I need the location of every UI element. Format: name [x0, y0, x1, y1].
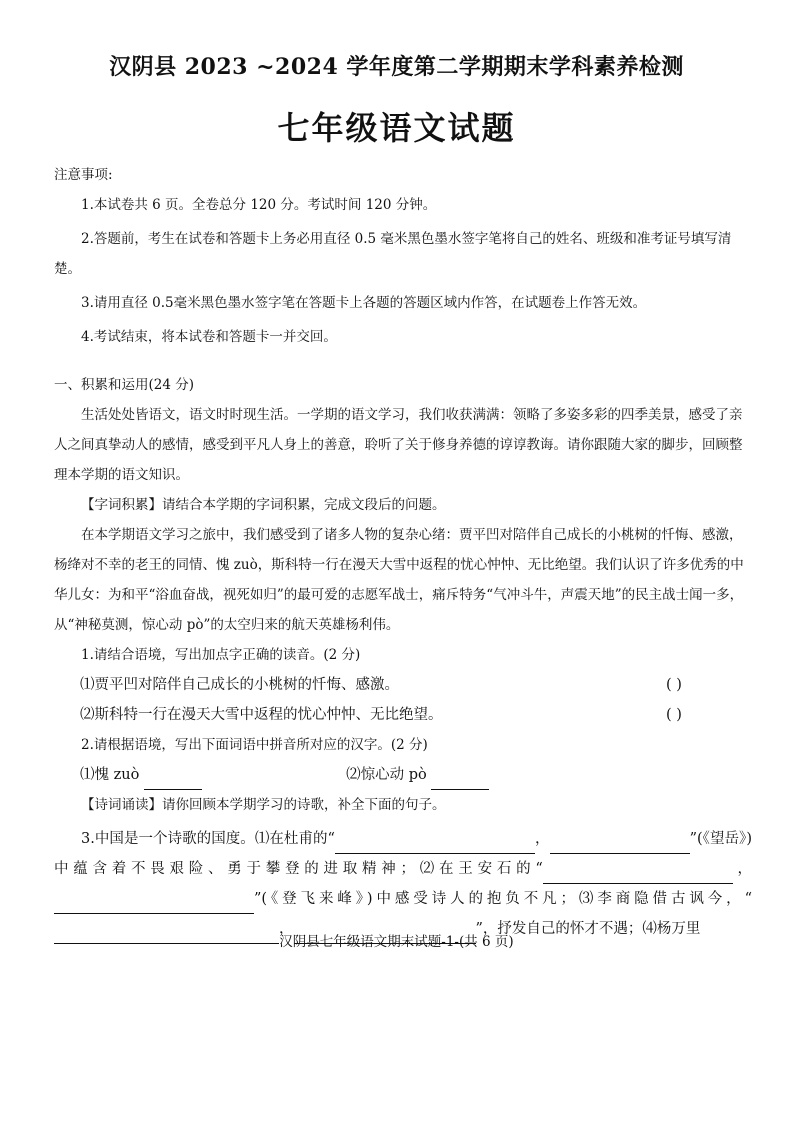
answer-blank[interactable] — [335, 835, 535, 854]
notice-heading: 注意事项: — [54, 167, 113, 183]
answer-blank[interactable]: ( ) — [666, 677, 682, 693]
notice-item-1: 1.本试卷共 6 页。全卷总分 120 分。考试时间 120 分钟。 — [81, 197, 437, 213]
answer-blank[interactable] — [144, 771, 202, 790]
question-3-text: ， — [279, 921, 294, 937]
answer-blank[interactable] — [54, 895, 254, 914]
section-heading: 一、积累和运用(24 分) — [54, 377, 195, 393]
answer-blank[interactable] — [431, 771, 489, 790]
question-1-item-1-text: ⑴贾平凹对陪伴自己成长的小桃树的忏悔、感激。 — [80, 677, 399, 693]
question-3-text: ”(《望岳》)中蕴含着不畏艰险、勇于攀登的进取精神；⑵在王安石的“ — [54, 831, 753, 877]
answer-blank[interactable] — [550, 835, 690, 854]
question-1-item-2 — [54, 700, 752, 730]
question-3-text: ”(《登飞来峰》)中感受诗人的抱负不凡；⑶李商隐借古讽今，“ — [254, 891, 752, 907]
question-2-items — [54, 760, 752, 790]
question-3-text: ， — [732, 861, 753, 877]
question-2-stem: 2.请根据语境，写出下面词语中拼音所对应的汉字。(2 分) — [81, 737, 428, 753]
page-footer: 汉阴县七年级语文期末试题-1-(共 6 页) — [279, 934, 514, 950]
question-1-stem: 1.请结合语境，写出加点字正确的读音。(2 分) — [81, 647, 361, 663]
exam-body — [54, 160, 752, 944]
question-3 — [54, 824, 752, 944]
notice-item-3: 3.请用直径 0.5毫米黑色墨水签字笔在答题卡上各题的答题区域内作答，在试题卷上作答无效。 — [81, 295, 647, 311]
question-1-item-2-text: ⑵斯科特一行在漫天大雪中返程的忧心忡忡、无比绝望。 — [80, 707, 443, 723]
section-intro: 生活处处皆语文，语文时时现生活。一学期的语文学习，我们收获满满：领略了多姿多彩的四季美景，感受了亲人之间真挚动人的感情，感受到平凡人身上的善意，聆听了关于修身养德的谆谆教诲。请你跟随大家的脚步，回顾整理本学期的语文知识。 — [54, 407, 743, 483]
answer-blank[interactable] — [543, 865, 733, 884]
question-2-item-1: ⑴愧 zuò — [80, 767, 140, 783]
poetry-label: 【诗词诵读】请你回顾本学期学习的诗歌，补全下面的句子。 — [81, 797, 446, 813]
answer-blank[interactable]: ( ) — [666, 707, 682, 723]
exam-header-title: 汉阴县 2023 ~2024 学年度第二学期期末学科素养检测 — [109, 54, 684, 80]
notice-item-2: 2.答题前，考生在试卷和答题卡上务必用直径 0.5 毫米黑色墨水签字笔将自己的姓名、班级和准考证号填写清楚。 — [54, 231, 732, 277]
exam-subject-title: 七年级语文试题 — [277, 109, 516, 147]
question-3-text: ”，抒发自己的怀才不遇；⑷杨万里 — [475, 921, 701, 937]
question-3-text: ， — [534, 831, 550, 847]
spacer — [54, 352, 752, 370]
notice-item-4: 4.考试结束，将本试卷和答题卡一并交回。 — [81, 329, 337, 345]
vocab-label: 【字词积累】请结合本学期的字词积累，完成文段后的问题。 — [81, 497, 446, 513]
question-2-item-2: ⑵惊心动 pò — [346, 767, 427, 783]
vocab-passage: 在本学期语文学习之旅中，我们感受到了诸多人物的复杂心绪：贾平凹对陪伴自己成长的小桃树的忏悔、感激，杨绛对不幸的老王的同情、愧 zuò，斯科特一行在漫天大雪中返程的忧心忡忡、无比绝望。我们认识了许多优秀的中华儿女：为和平“浴血奋战，视死如归”的最可爱的志愿军战士，痛斥特务“气冲斗牛，声震天地”的民主战士闻一多，从“神秘莫测，惊心动 pò”的太空归来的航天英雄杨利伟。 — [54, 527, 744, 633]
question-1-item-1 — [54, 670, 752, 700]
question-3-text: 3.中国是一个诗歌的国度。⑴在杜甫的“ — [81, 831, 335, 847]
